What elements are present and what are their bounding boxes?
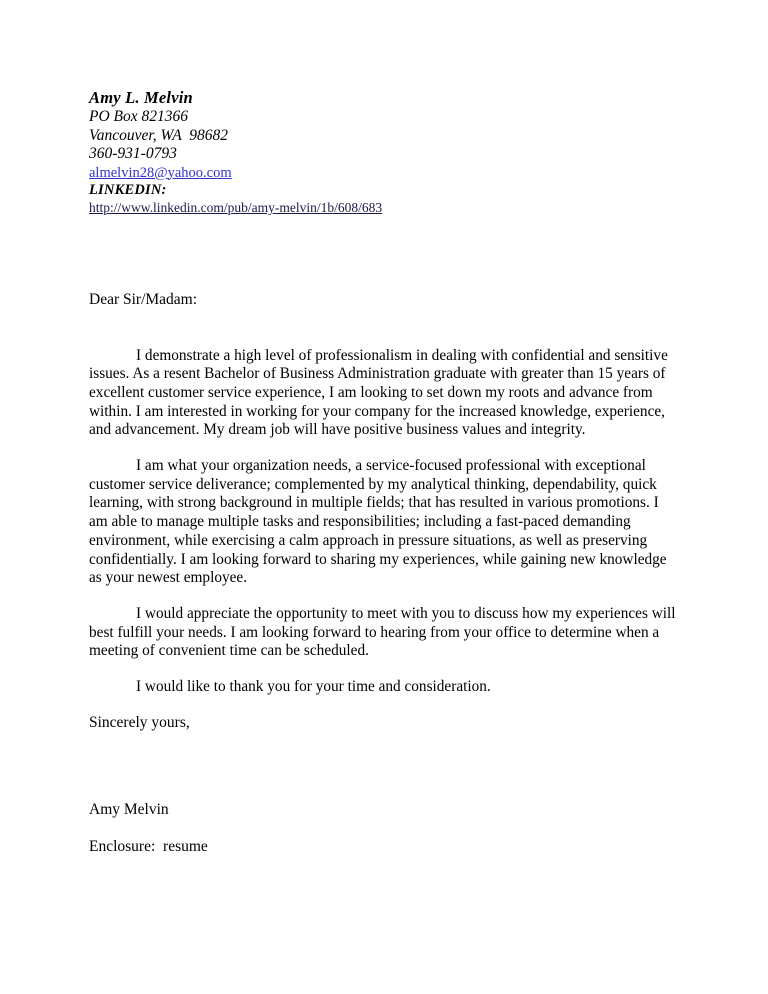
letterhead-block — [89, 88, 679, 218]
sender-address-line-1: PO Box 821366 — [89, 108, 189, 125]
linkedin-label: LINKEDIN: — [89, 182, 167, 198]
sender-name: Amy L. Melvin — [89, 88, 193, 107]
body-paragraph: I demonstrate a high level of professionalism in dealing with confidential and sensitive issues. As a resent Bachelor of Business Administration graduate with greater than 15 years of excellent customer service experience, I am looking to set down my roots and advance from within. I am interested in working for your company for the increased knowledge, experience, and advancement. My dream job will have positive business values and integrity. — [89, 346, 668, 439]
closing-salutation: Sincerely yours, — [89, 713, 190, 731]
enclosure-note: Enclosure: resume — [89, 837, 208, 855]
linkedin-url-link[interactable]: http://www.linkedin.com/pub/amy-melvin/1b/608/683 — [89, 200, 383, 215]
letter-content — [89, 88, 679, 856]
email-link[interactable]: almelvin28@yahoo.com — [89, 164, 232, 181]
sender-phone: 360-931-0793 — [89, 145, 177, 162]
signature-name: Amy Melvin — [89, 800, 169, 818]
sender-email-row — [89, 164, 679, 183]
sender-linkedin-row — [89, 199, 679, 218]
salutation: Dear Sir/Madam: — [89, 290, 198, 308]
body-paragraph: I would appreciate the opportunity to meet with you to discuss how my experiences will best fulfill your needs. I am looking forward to hearing from your office to determine when a meeting of convenient time can be scheduled. — [89, 604, 676, 660]
body-paragraph: I am what your organization needs, a service-focused professional with exceptional customer service deliverance; complemented by my analytical thinking, dependability, quick learning, with strong background in multiple fields; that has resulted in various promotions. I am able to manage multiple tasks and responsibilities; including a fast-paced demanding environment, while exercising a calm approach in pressure situations, as well as preserving confidentially. I am looking forward to sharing my experiences, while gaining new knowledge as your newest employee. — [89, 457, 667, 587]
body-paragraph: I would like to thank you for your time and consideration. — [136, 678, 491, 696]
sender-address-line-2: Vancouver, WA 98682 — [89, 126, 228, 144]
letter-body — [89, 347, 679, 697]
